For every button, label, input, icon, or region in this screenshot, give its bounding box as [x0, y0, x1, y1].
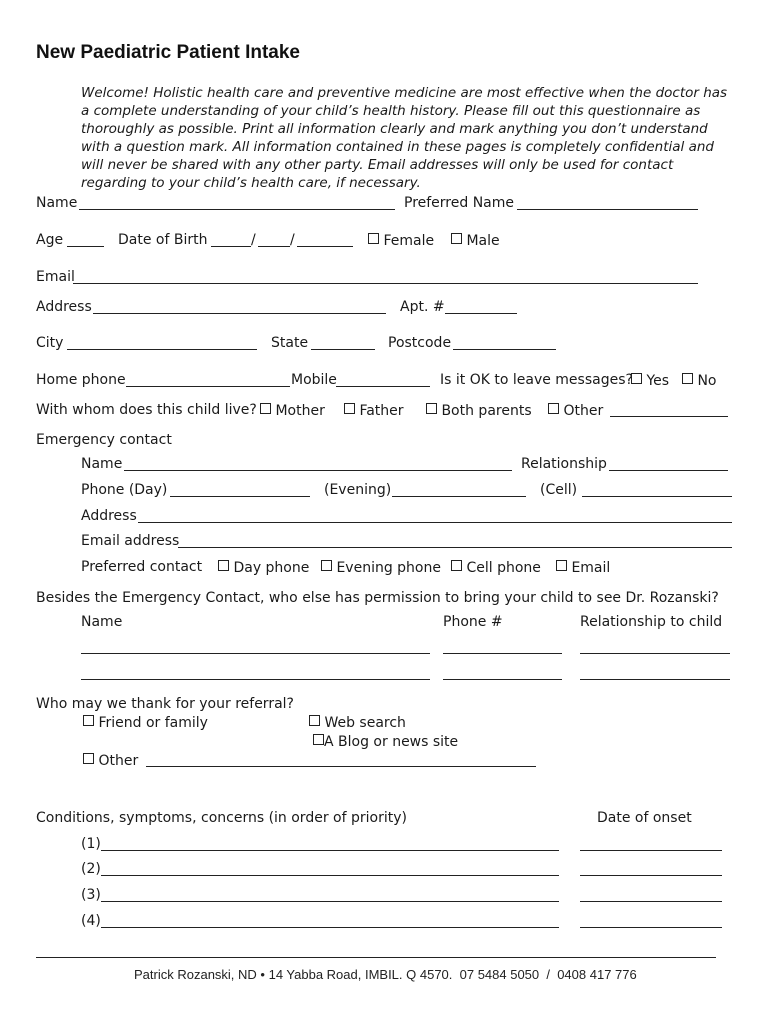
dob-separator: / [290, 232, 295, 248]
both-parents-label: Both parents [441, 403, 532, 419]
address-label: Address [36, 299, 92, 315]
female-label: Female [383, 233, 435, 249]
web-search-label: Web search [324, 715, 406, 731]
cell-phone-checkbox[interactable] [451, 560, 462, 571]
condition-field[interactable] [101, 875, 559, 876]
mobile-label: Mobile [291, 372, 337, 388]
name-label: Name [36, 195, 78, 211]
ok-messages-label: Is it OK to leave messages? [440, 372, 633, 388]
emergency-email-label: Email address [81, 533, 180, 549]
dob-label: Date of Birth [118, 232, 208, 248]
cell-label: (Cell) [540, 482, 578, 498]
date-onset-heading: Date of onset [597, 810, 692, 826]
dob-separator: / [251, 232, 256, 248]
male-label: Male [466, 233, 500, 249]
col-name-header: Name [81, 614, 123, 630]
referral-other-checkbox[interactable] [83, 753, 94, 764]
referral-other-field[interactable] [146, 766, 536, 767]
name-field[interactable] [79, 209, 395, 210]
permission-phone-field[interactable] [443, 679, 562, 680]
evening-phone-checkbox[interactable] [321, 560, 332, 571]
web-search-checkbox[interactable] [309, 715, 320, 726]
phone-day-field[interactable] [170, 496, 310, 497]
state-label: State [271, 335, 309, 351]
home-phone-field[interactable] [126, 386, 290, 387]
no-label: No [697, 373, 717, 389]
yes-label: Yes [646, 373, 670, 389]
address-field[interactable] [93, 313, 386, 314]
age-field[interactable] [67, 246, 104, 247]
condition-field[interactable] [101, 927, 559, 928]
condition-field[interactable] [101, 850, 559, 851]
city-field[interactable] [67, 349, 257, 350]
email-field[interactable] [73, 283, 698, 284]
father-label: Father [359, 403, 404, 419]
emergency-name-field[interactable] [124, 470, 512, 471]
col-relationship-header: Relationship to child [580, 614, 723, 630]
mother-checkbox[interactable] [260, 403, 271, 414]
day-phone-checkbox[interactable] [218, 560, 229, 571]
evening-phone-label: Evening phone [336, 560, 441, 576]
intro-paragraph: Welcome! Holistic health care and preventive medicine are most effective when the doctor has a complete understanding of your child’s health history. Please fill out this questionnaire as thoroughly as possible. Print all information clearly and mark anything you don’t understand with a question mark. All information contained in these pages is completely confidential and will never be shared with any other party. Email addresses will only be used for contact regarding to your child’s health care, if necessary. [81, 85, 728, 191]
female-checkbox[interactable] [368, 233, 379, 244]
onset-field[interactable] [580, 901, 722, 902]
permission-relationship-field[interactable] [580, 679, 730, 680]
emergency-email-field[interactable] [178, 547, 732, 548]
email-label: Email [36, 269, 75, 285]
permission-phone-field[interactable] [443, 653, 562, 654]
lives-with-label: With whom does this child live? [36, 402, 257, 418]
messages-yes-checkbox[interactable] [631, 373, 642, 384]
preferred-name-label: Preferred Name [404, 195, 515, 211]
relationship-label: Relationship [521, 456, 607, 472]
referral-other-label: Other [98, 753, 139, 769]
other-field[interactable] [610, 416, 728, 417]
apt-label: Apt. # [400, 299, 445, 315]
father-checkbox[interactable] [344, 403, 355, 414]
relationship-field[interactable] [609, 470, 728, 471]
blog-checkbox[interactable] [313, 734, 324, 745]
condition-number: (4) [81, 913, 101, 929]
emergency-address-label: Address [81, 508, 137, 524]
preferred-contact-label: Preferred contact [81, 559, 203, 575]
emergency-name-label: Name [81, 456, 123, 472]
permission-name-field[interactable] [81, 679, 430, 680]
phone-evening-field[interactable] [392, 496, 526, 497]
phone-cell-field[interactable] [582, 496, 732, 497]
friend-label: Friend or family [98, 715, 208, 731]
conditions-heading: Conditions, symptoms, concerns (in order of priority) [36, 810, 407, 826]
footer-divider [36, 957, 716, 958]
dob-year-field[interactable] [297, 246, 353, 247]
permission-name-field[interactable] [81, 653, 430, 654]
blog-label: A Blog or news site [324, 734, 459, 750]
permission-relationship-field[interactable] [580, 653, 730, 654]
other-label: Other [563, 403, 604, 419]
age-label: Age [36, 232, 64, 248]
both-parents-checkbox[interactable] [426, 403, 437, 414]
dob-month-field[interactable] [258, 246, 290, 247]
referral-question: Who may we thank for your referral? [36, 696, 294, 712]
male-checkbox[interactable] [451, 233, 462, 244]
footer-text: Patrick Rozanski, ND • 14 Yabba Road, IMBIL. Q 4570. 07 5484 5050 / 0408 417 776 [134, 967, 637, 982]
emergency-heading: Emergency contact [36, 432, 172, 448]
day-phone-label: Day phone [233, 560, 310, 576]
onset-field[interactable] [580, 927, 722, 928]
dob-day-field[interactable] [211, 246, 251, 247]
evening-label: (Evening) [324, 482, 392, 498]
emergency-address-field[interactable] [138, 522, 732, 523]
city-label: City [36, 335, 64, 351]
permission-question: Besides the Emergency Contact, who else has permission to bring your child to see Dr. Rozanski? [36, 590, 719, 606]
friend-checkbox[interactable] [83, 715, 94, 726]
email-checkbox[interactable] [556, 560, 567, 571]
condition-number: (2) [81, 861, 101, 877]
page-title: New Paediatric Patient Intake [36, 42, 300, 63]
condition-number: (3) [81, 887, 101, 903]
condition-number: (1) [81, 836, 101, 852]
condition-field[interactable] [101, 901, 559, 902]
onset-field[interactable] [580, 850, 722, 851]
onset-field[interactable] [580, 875, 722, 876]
home-phone-label: Home phone [36, 372, 126, 388]
phone-day-label: Phone (Day) [81, 482, 168, 498]
other-checkbox[interactable] [548, 403, 559, 414]
col-phone-header: Phone # [443, 614, 503, 630]
postcode-field[interactable] [453, 349, 556, 350]
email-option-label: Email [571, 560, 611, 576]
messages-no-checkbox[interactable] [682, 373, 693, 384]
preferred-name-field[interactable] [517, 209, 698, 210]
mother-label: Mother [275, 403, 325, 419]
cell-phone-label: Cell phone [466, 560, 541, 576]
mobile-field[interactable] [336, 386, 430, 387]
apt-field[interactable] [445, 313, 517, 314]
state-field[interactable] [311, 349, 375, 350]
postcode-label: Postcode [388, 335, 452, 351]
